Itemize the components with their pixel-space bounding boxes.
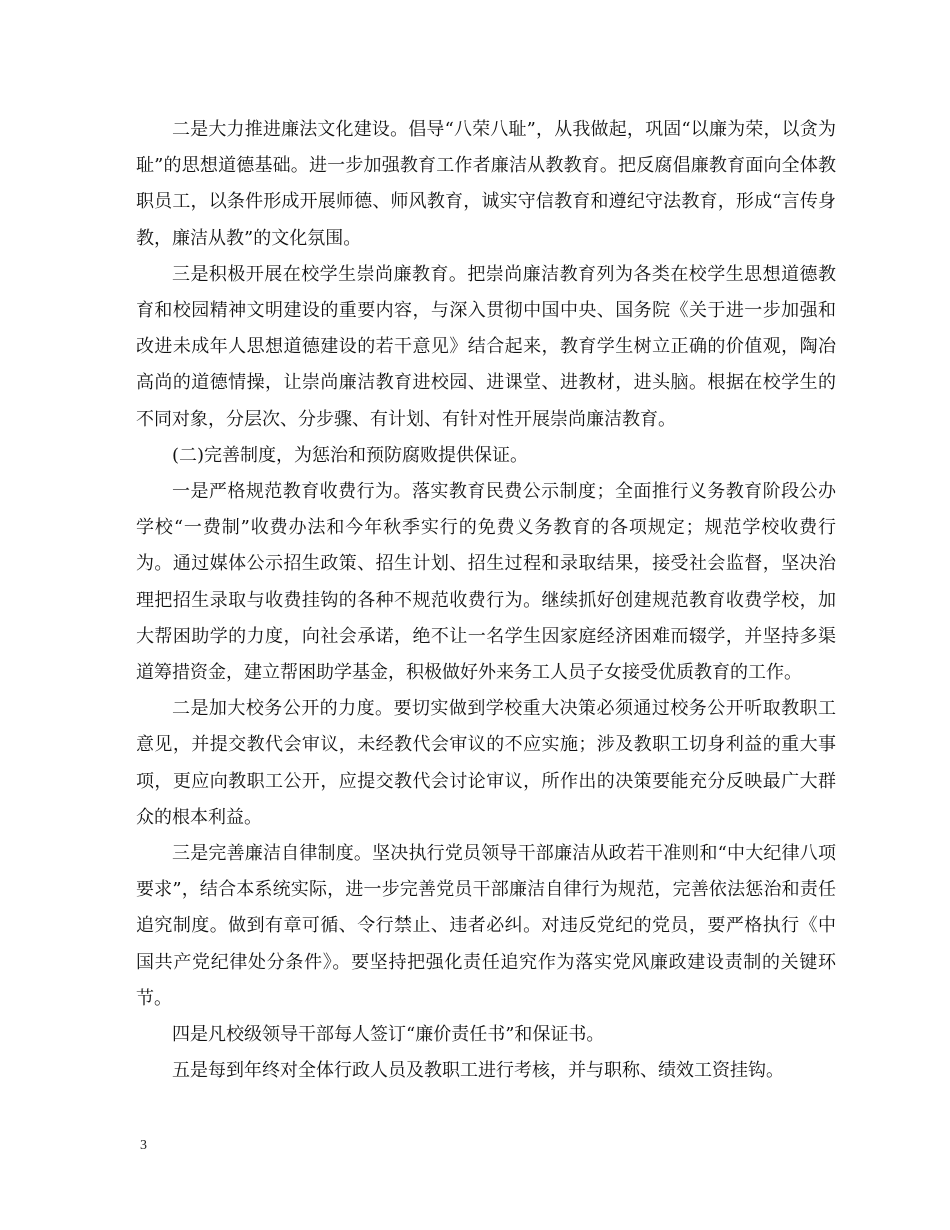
paragraph-section-heading: (二)完善制度，为惩治和预防腐败提供保证。 [172,444,529,466]
paragraph-fee-regulation: 一是严格规范教育收费行为。落实教育民费公示制度；全面推行义务教育阶段公办学校“一费制”收费办法和今年秋季实行的免费义务教育的各项规定；规范学校收费行为。通过媒体公示招生政策、招生计划、招生过程和录取结果，接受社会监督，坚决治理把招生录取与收费挂钩的各种不规范收费行为。继续抓好创建规范教育收费学校，加大帮困助学的力度，向社会承诺，绝不让一名学生因家庭经济困难而辍学，并坚持多渠道筹措资金，建立帮困助学基金，积极做好外来务工人员子女接受优质教育的工作。 [136,481,836,684]
paragraph-culture-building: 二是大力推进廉法文化建设。倡导“八荣八耻”，从我做起，巩固“以廉为荣，以贪为耻”的思想道德基础。进一步加强教育工作者廉洁从教教育。把反腐倡廉教育面向全体教职员工，以条件形成开展师德、师风教育，诚实守信教育和遵纪守法教育，形成“言传身教，廉洁从教”的文化氛围。 [136,119,836,249]
paragraph-responsibility-letter: 四是凡校级领导干部每人签订“廉价责任书”和保证书。 [172,1024,605,1046]
paragraph-self-discipline: 三是完善廉洁自律制度。坚决执行党员领导干部廉洁从政若干准则和“中大纪律八项要求”，结合本系统实际，进一步完善党员干部廉洁自律行为规范，完善依法惩治和责任追究制度。做到有章可循、令行禁止、违者必纠。对违反党纪的党员，要严格执行《中国共产党纪律处分条件》。要坚持把强化责任追究作为落实党风廉政建设责制的关键环节。 [136,843,836,1009]
paragraph-student-education: 三是积极开展在校学生崇尚廉教育。把崇尚廉洁教育列为各类在校学生思想道德教育和校园精神文明建设的重要内容，与深入贯彻中国中央、国务院《关于进一步加强和改进未成年人思想道德建设的若干意见》结合起来，教育学生树立正确的价值观，陶冶高尚的道德情操，让崇尚廉洁教育进校园、进课堂、进教材，进头脑。根据在校学生的不同对象，分层次、分步骤、有计划、有针对性开展崇尚廉洁教育。 [136,263,836,430]
paragraph-school-affairs: 二是加大校务公开的力度。要切实做到学校重大决策必须通过校务公开听取教职工意见，并提交教代会审议，未经教代会审议的不应实施；涉及教职工切身利益的重大事项，更应向教职工公开，应提交教代会讨论审议，所作出的决策要能充分反映最广大群众的根本利益。 [136,698,836,828]
paragraph-annual-assessment: 五是每到年终对全体行政人员及教职工进行考核，并与职称、绩效工资挂钩。 [172,1060,784,1082]
page-number: 3 [140,1138,147,1153]
document-body [136,112,836,1089]
